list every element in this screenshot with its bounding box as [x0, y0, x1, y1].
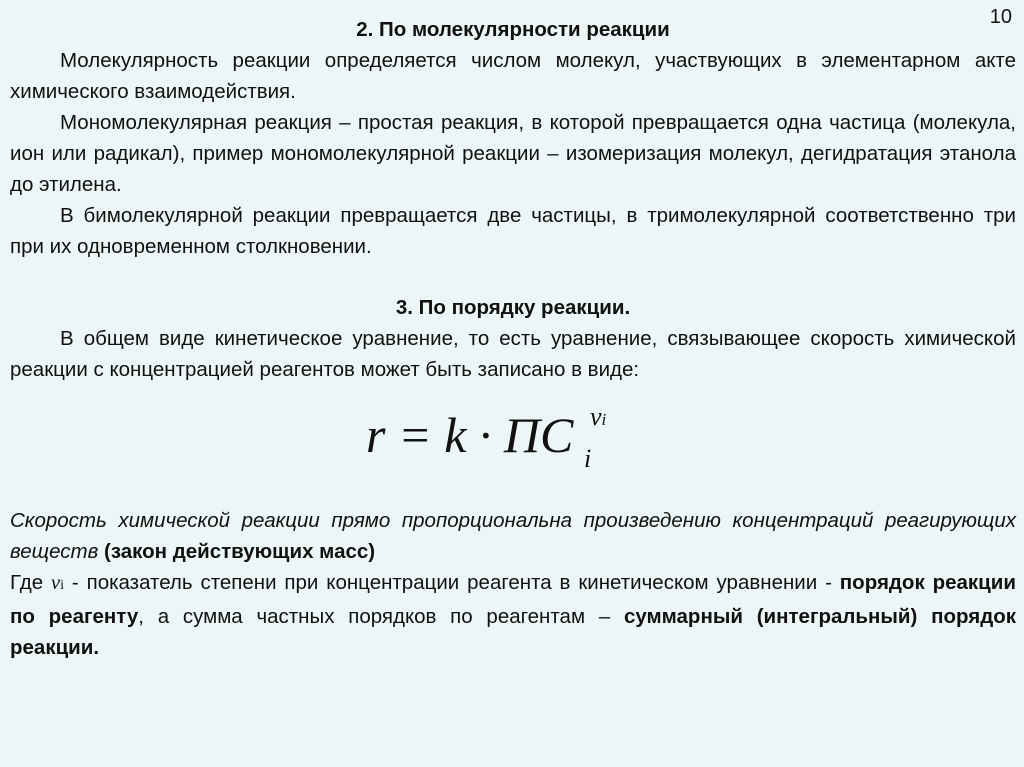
nu-symbol: νi — [50, 572, 64, 594]
law-block — [10, 505, 1016, 663]
page-number: 10 — [989, 6, 1012, 28]
where-rest: - показатель степени при концентрации реагента в кинетическом уравнении - — [63, 571, 840, 594]
section3-heading: 3. По порядку реакции. — [395, 296, 631, 319]
section2-paragraph-3: В бимолекулярной реакции превращается две частицы, в тримолекулярной соответственно три при их одновременном столкновении. — [10, 204, 1016, 258]
order-by-reagent: порядок реакции по реагенту — [10, 571, 1016, 628]
order-middle-text: , а сумма частных порядков по реагентам – — [138, 605, 624, 628]
section3-paragraph: В общем виде кинетическое уравнение, то есть уравнение, связывающее скорость химической реакции с концентрацией реагентов может быть записано в виде: — [10, 327, 1016, 381]
slide-content — [10, 14, 1016, 663]
nu-index: i — [60, 578, 64, 593]
formula-main: r = k · ΠC — [366, 407, 574, 463]
formula-subscript: i — [584, 444, 592, 473]
where-prefix: Где — [10, 571, 51, 594]
section2-paragraph-2: Мономолекулярная реакция – простая реакция, в которой превращается одна частица (молекула, ион или радикал), пример мономолекулярной реакции – изомеризация молекул, дегидратация этанола до этилена. — [10, 111, 1016, 196]
law-of-mass-action — [10, 505, 1016, 567]
total-order: суммарный (интегральный) порядок реакции. — [10, 605, 1017, 659]
section2-heading: 2. По молекулярности реакции — [356, 18, 670, 41]
formula-exponent-nu: ν — [590, 402, 602, 431]
formula-exponent-index: i — [601, 410, 607, 429]
section2-paragraph-1: Молекулярность реакции определяется числом молекул, участвующих в элементарном акте химического взаимодействия. — [10, 49, 1016, 103]
law-italic-text: Скорость химической реакции прямо пропорциональна произведению концентраций реагирующих веществ — [10, 509, 1016, 563]
law-bold-text: (закон действующих масс) — [98, 540, 376, 563]
rate-equation-formula — [10, 399, 1016, 489]
order-definition — [10, 567, 1016, 663]
formula-exponent — [590, 401, 606, 435]
